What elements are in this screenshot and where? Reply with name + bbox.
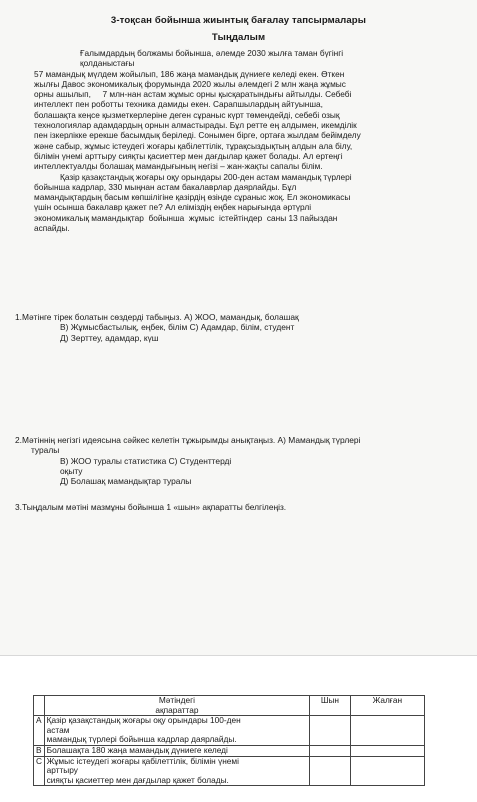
table-row [34, 745, 425, 756]
false-answer-cell[interactable] [350, 716, 424, 746]
text-line: экономикалық мамандықтар бойынша жұмыс істейтіндер саны 13 пайыздан [34, 212, 338, 223]
text-line: үшін осынша бакалавр қажет пе? Ал еліміздің еңбек нарығында әртүрлі [34, 202, 312, 213]
question-2-line: 2.Мәтіннің негізгі идеясына сәйкес келетін тұжырымды анықтаңыз. А) Мамандық түрлері [15, 435, 361, 445]
text-line: интеллект пен роботты техника дамиды екен. Сарапшылардың айтуынша, [34, 99, 323, 110]
text-line: пен ізкерлікке ерекше басымдық беріледі. Сонымен бірге, ортаға жылдам бейімделу [34, 130, 361, 141]
listening-text [34, 48, 434, 233]
question-3-line: 3.Тыңдалым мәтіні мазмұны бойынша 1 «шын» ақпаратты белгілеңіз. [15, 502, 287, 512]
text-line: және сабыр, жұмыс істеудегі жоғары қабілеттілік, тұрақсыздықтың алдын ала білу, [34, 140, 353, 151]
header-false-cell: Жалған [350, 696, 424, 716]
false-answer-cell[interactable] [350, 756, 424, 786]
worksheet-title: 3-тоқсан бойынша жиынтық бағалау тапсырмалары [110, 15, 367, 26]
text-line: орны ашылып, 7 млн-нан астам жұмыс орны қысқаратындығы айтылды. Себебі [34, 89, 352, 100]
text-line: білімін үнемі арттыру сияқты қасиеттер мен дағдылар қажет болады. Ал ертеңгі [34, 150, 343, 161]
question-2 [15, 435, 360, 486]
header-letter-cell [34, 696, 45, 716]
question-2-line: туралы [31, 445, 60, 456]
row-statement: Қазір қазақстандық жоғары оқу орындары 100-ден астам мамандық түрлері бойынша кадрлар даярлайды. [44, 716, 310, 746]
true-answer-cell[interactable] [310, 756, 350, 786]
question-3 [15, 502, 286, 512]
text-line: болашақта кеңсе қызметкерлеріне деген сұраныс күрт төмендейді, себебі озық [34, 109, 340, 120]
true-answer-cell[interactable] [310, 716, 350, 746]
section-title: Тыңдалым [211, 32, 266, 43]
question-2-line: В) ЖОО туралы статистика С) Студенттерді [60, 455, 232, 466]
question-1-line: В) Жұмысбастылық, еңбек, білім С) Адамдар, білім, студент [60, 322, 295, 333]
question-1 [15, 312, 299, 343]
row-letter: С [34, 756, 45, 786]
text-line: Қазір қазақстандық жоғары оқу орындары 200-ден астам мамандық түрлері [60, 171, 352, 182]
true-false-table [33, 695, 425, 786]
text-line: 57 мамандық мүлдем жойылып, 186 жаңа мамандық дүниеге келеді екен. Өткен [34, 68, 345, 79]
question-1-line: 1.Мәтінге тірек болатын сөздерді табыңыз. А) ЖОО, мамандық, болашақ [15, 312, 299, 322]
text-line: қолданыстағы [80, 58, 135, 69]
question-1-line: Д) Зерттеу, адамдар, күш [60, 332, 159, 343]
row-letter: В [34, 745, 45, 756]
text-line: технологиялар адамдардың орнын алмастырады. Бұл ретте ең алдымен, икемділік [34, 120, 357, 131]
question-2-line: оқыту [60, 465, 83, 476]
table-row [34, 716, 425, 746]
header-true-cell: Шын [310, 696, 350, 716]
text-line: аспайды. [34, 223, 70, 234]
table-header-row [34, 696, 425, 716]
row-letter: А [34, 716, 45, 746]
table-row [34, 756, 425, 786]
row-statement: Жұмыс істеудегі жоғары қабілеттілік, білімін үнемі арттыру сияқты қасиеттер мен дағдылар қажет болады. [44, 756, 310, 786]
text-line: Ғалымдардың болжамы бойынша, әлемде 2030 жылға таман бүгінгі [80, 48, 344, 58]
text-line: бойынша кадрлар, 330 мыңнан астам бакалаврлар даярлайды. Бұл [34, 181, 297, 192]
text-line: интеллектуалды болашақ мамандығының негізі – жан-жақты сапалы білім. [34, 161, 323, 172]
row-statement: Болашақта 180 жаңа мамандық дүниеге келеді [44, 745, 310, 756]
false-answer-cell[interactable] [350, 745, 424, 756]
true-answer-cell[interactable] [310, 745, 350, 756]
text-line: жылғы Давос экономикалық форумында 2020 жылы әлемдегі 2 млн жаңа жұмыс [34, 78, 346, 89]
text-line: мамандықтардың басым көпшілігіне қазірдің өзінде сұраныс жоқ. Ел экономикасы [34, 192, 351, 203]
header-info-cell: Мәтіндегі ақпараттар [44, 696, 310, 716]
question-2-line: Д) Болашақ мамандықтар туралы [60, 476, 192, 487]
